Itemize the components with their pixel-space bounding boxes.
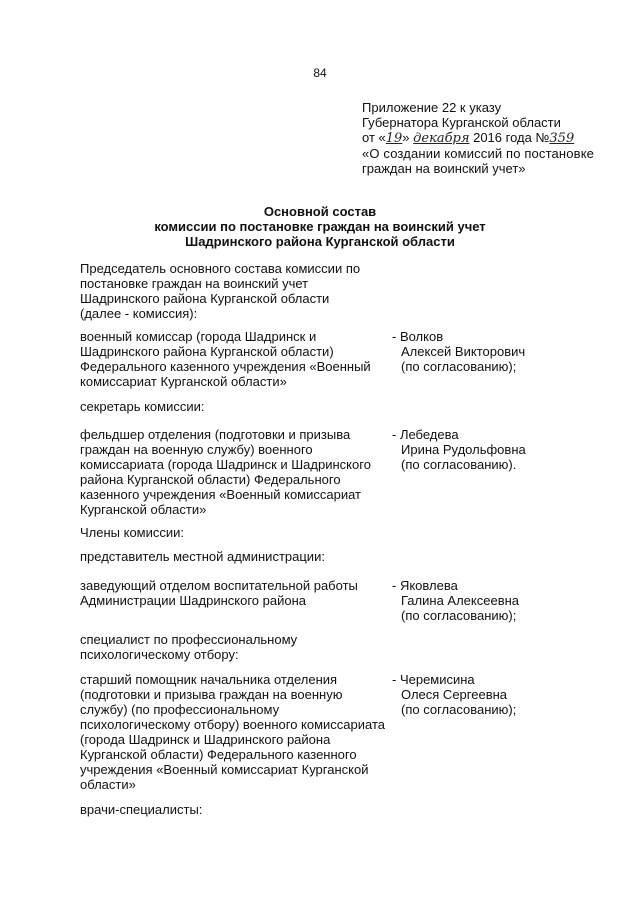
member-person [392, 578, 612, 623]
person-name: Галина Алексеевна [401, 593, 520, 608]
position-line: (города Шадринск и Шадринского района [80, 732, 331, 747]
position-line: службу) (по профессиональному [80, 702, 280, 717]
chairman-heading-line: Шадринского района Курганской области [80, 291, 330, 306]
person-note: (по согласованию); [401, 359, 517, 374]
chairman-heading-line: постановке граждан на воинский учет [80, 276, 309, 291]
person-name: Алексей Викторович [401, 344, 526, 359]
person-note: (по согласованию). [401, 457, 517, 472]
page-number: 84 [313, 66, 327, 80]
member-person [392, 427, 612, 472]
member-position [80, 427, 380, 517]
position-line: Курганской области» [80, 502, 207, 517]
position-line: учреждения «Военный комиссариат Курганской [80, 762, 369, 777]
member-position [80, 578, 380, 608]
chairman-heading-line: (далее - комиссия): [80, 306, 198, 321]
position-line: заведующий отделом воспитательной работы [80, 578, 358, 593]
position-line: психологическому отбору) военного комиссариата [80, 717, 385, 732]
handwritten-day: 19 [385, 131, 403, 146]
position-line: старший помощник начальника отделения [80, 672, 338, 687]
date-prefix: от « [362, 130, 386, 145]
person-note: (по согласованию); [401, 702, 517, 717]
appendix-line-1: Приложение 22 к указу [362, 100, 502, 115]
date-year: 2016 года № [473, 130, 550, 145]
person-surname: - Лебедева [392, 427, 459, 442]
chairman-heading-line: Председатель основного состава комиссии по [80, 261, 361, 276]
appendix-line-2: Губернатора Курганской области [362, 115, 561, 130]
member-position [80, 672, 385, 792]
document-title [120, 204, 520, 249]
person-name: Олеся Сергеевна [401, 687, 508, 702]
position-line: Шадринского района Курганской области) [80, 344, 334, 359]
appendix-line-5: граждан на воинский учет» [362, 161, 526, 176]
position-line: Курганской области) Федерального казенного [80, 747, 357, 762]
members-heading: Члены комиссии: [80, 525, 185, 540]
title-line-3: Шадринского района Курганской области [185, 234, 455, 249]
local-admin-heading: представитель местной администрации: [80, 549, 325, 564]
chairman-heading [80, 261, 360, 321]
member-person [392, 672, 612, 717]
position-line: фельдшер отделения (подготовки и призыва [80, 427, 351, 442]
appendix-header [362, 100, 612, 176]
person-surname: - Яковлева [392, 578, 458, 593]
position-line: военный комиссар (города Шадринск и [80, 329, 317, 344]
psych-heading [80, 632, 297, 662]
appendix-line-4: «О создании комиссий по постановке [362, 146, 595, 161]
position-line: комиссариата (города Шадринск и Шадринского [80, 457, 371, 472]
person-surname: - Волков [392, 329, 444, 344]
position-line: района Курганской области) Федерального [80, 472, 341, 487]
position-line: Федерального казенного учреждения «Военный [80, 359, 371, 374]
handwritten-number: 359 [549, 131, 575, 146]
position-line: (подготовки и призыва граждан на военную [80, 687, 343, 702]
psych-heading-line: психологическому отбору: [80, 647, 239, 662]
position-line: граждан на военную службу) военного [80, 442, 313, 457]
appendix-date-line [362, 130, 612, 146]
secretary-heading: секретарь комиссии: [80, 399, 205, 414]
position-line: области» [80, 777, 136, 792]
member-person [392, 329, 612, 374]
title-line-1: Основной состав [263, 204, 377, 219]
doctors-heading: врачи-специалисты: [80, 802, 203, 817]
member-position [80, 329, 380, 389]
title-line-2: комиссии по постановке граждан на воинский учет [154, 219, 486, 234]
person-name: Ирина Рудольфовна [401, 442, 526, 457]
date-mid: » [402, 130, 410, 145]
person-surname: - Черемисина [392, 672, 475, 687]
position-line: казенного учреждения «Военный комиссариат [80, 487, 361, 502]
position-line: комиссариат Курганской области» [80, 374, 287, 389]
person-note: (по согласованию); [401, 608, 517, 623]
psych-heading-line: специалист по профессиональному [80, 632, 298, 647]
position-line: Администрации Шадринского района [80, 593, 307, 608]
handwritten-month: декабря [413, 131, 470, 146]
